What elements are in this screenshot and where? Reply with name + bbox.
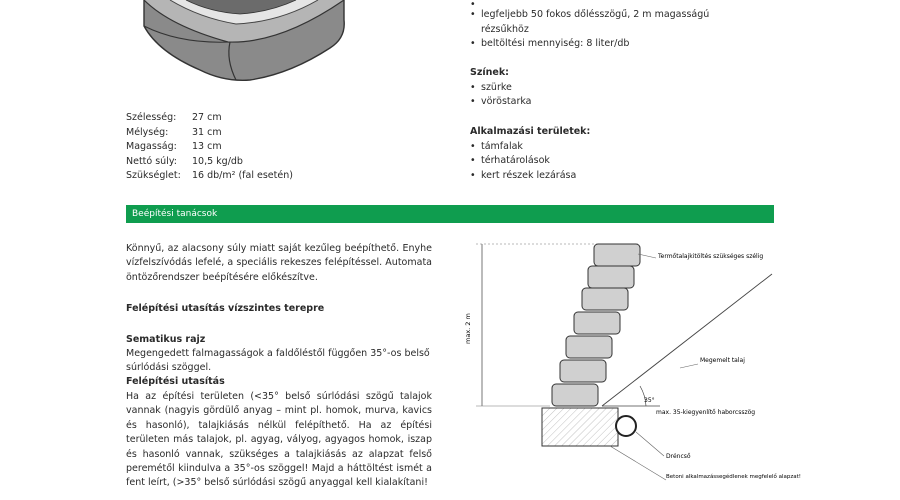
product-bullet: • legfeljebb 50 fokos dőlésszögű, 2 m magasságú rézsűkhöz bbox=[470, 8, 750, 37]
spec-row: Szélesség: 27 cm bbox=[126, 112, 222, 123]
angle-label: 35° bbox=[644, 397, 655, 404]
applications-section bbox=[470, 125, 590, 183]
instructions-text: Ha az építési területen (<35° belső súrlódási szögű talajok vannak (nagyis gördülő anyag – mint pl. homok, murva, kavics és hasonló), talajkiásás nélkül felépíthető. Ha az építési területen más talajok, pl. agyag, vályog, agyagos homok, iszap és hasonló vannak, szükséges a talajkiásás az alapzat felső peremétől kiindulva a 35°-os szöggel! Majd a háttöltést ismét a fent leírt, (>35° belső súrlódási szögű anyaggal kell kialakítani! bbox=[126, 391, 432, 489]
applications-heading: Alkalmazási területek: bbox=[470, 126, 591, 137]
product-bullet bbox=[470, 0, 750, 4]
drain-pipe bbox=[616, 416, 636, 436]
section-title: Felépítési utasítás vízszintes terepre bbox=[126, 303, 325, 314]
colors-heading: Színek: bbox=[470, 67, 509, 78]
application-item: • támfalak bbox=[470, 140, 590, 155]
color-item: • vöröstarka bbox=[470, 95, 532, 110]
base-label: Betoni alkalmazássegédlenek megfelelő alapzat! bbox=[666, 474, 801, 480]
slope-label: max. 35-kiegyenlítő haborcsszög bbox=[656, 409, 756, 416]
height-label: max. 2 m bbox=[464, 313, 472, 344]
wall-diagram bbox=[460, 236, 801, 500]
product-bullets bbox=[470, 0, 750, 52]
banner-label: Beépítési tanácsok bbox=[132, 209, 218, 219]
spec-row: Nettó súly: 10,5 kg/db bbox=[126, 155, 243, 167]
spec-row: Szükséglet: 16 db/m² (fal esetén) bbox=[126, 170, 293, 181]
section-banner bbox=[126, 205, 774, 223]
intro-paragraph: Könnyű, az alacsony súly miatt saját kezűleg beépíthető. Enyhe vízfelszívódás lefelé, a speciális rekeszes felépítéssel. Automata öntözőrendszer beépítésére előkészítve. bbox=[126, 243, 432, 283]
soil-label: Megemelt talaj bbox=[700, 357, 745, 364]
drain-label: Dréncső bbox=[666, 453, 691, 460]
instructions-heading: Felépítési utasítás bbox=[126, 376, 225, 387]
top-label: Termőtalajkitöltés szükséges szélig bbox=[658, 253, 764, 260]
color-item: • szürke bbox=[470, 81, 532, 96]
specs-table bbox=[126, 111, 293, 184]
wall-blocks bbox=[552, 244, 640, 406]
schematic-text: Megengedett falmagasságok a faldőléstől függően 35°-os belső súrlódási szöggel. bbox=[126, 348, 430, 374]
application-item: • kert részek lezárása bbox=[470, 169, 590, 184]
schematic-heading: Sematikus rajz bbox=[126, 334, 206, 345]
product-bullet: • beltöltési mennyiség: 8 liter/db bbox=[470, 37, 750, 52]
spec-row: Magasság: 13 cm bbox=[126, 141, 222, 152]
application-item: • térhatárolások bbox=[470, 154, 590, 169]
foundation bbox=[542, 408, 618, 446]
product-image bbox=[140, 0, 350, 85]
colors-section bbox=[470, 66, 532, 110]
spec-row: Mélység: 31 cm bbox=[126, 126, 222, 138]
